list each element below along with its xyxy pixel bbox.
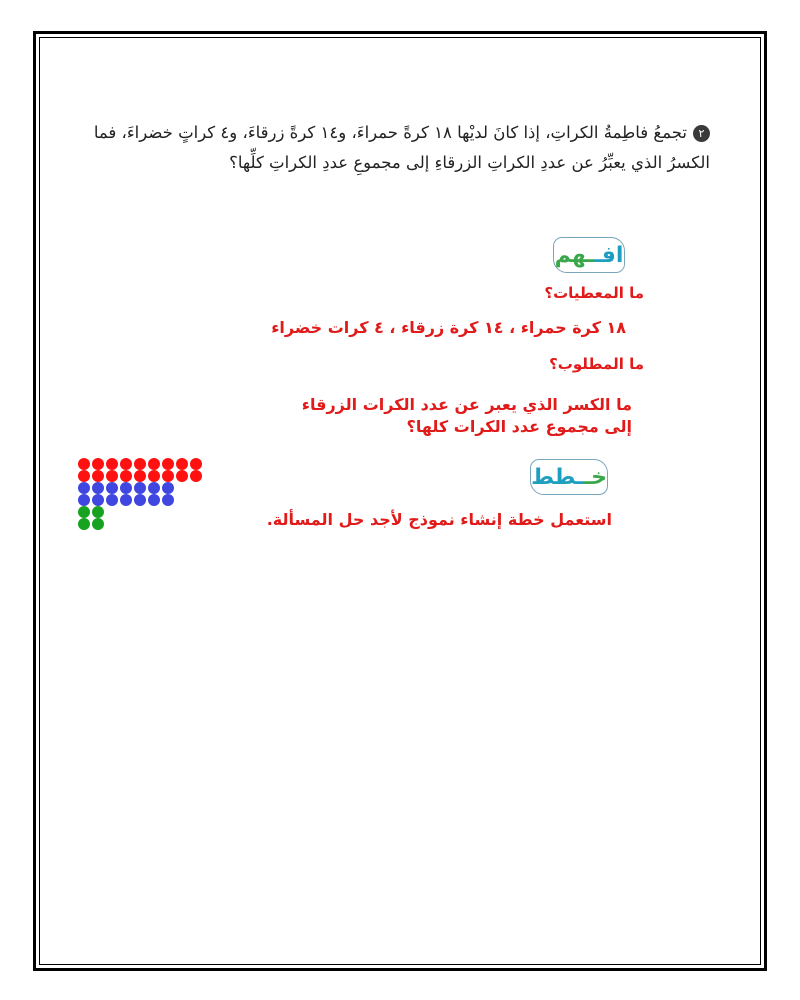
understand-badge [553, 237, 625, 273]
red-ball-row [78, 470, 204, 482]
blue-ball [134, 482, 146, 494]
blue-ball [148, 482, 160, 494]
red-ball [148, 458, 160, 470]
blue-ball [134, 494, 146, 506]
blue-ball [148, 494, 160, 506]
red-ball [106, 470, 118, 482]
question-number: ٢ [693, 125, 710, 142]
blue-ball [106, 482, 118, 494]
red-ball [134, 458, 146, 470]
question-block [70, 118, 710, 178]
blue-ball [162, 494, 174, 506]
red-ball [176, 470, 188, 482]
blue-ball-row [78, 482, 204, 494]
green-ball-row [78, 518, 204, 530]
required-value: ما الكسر الذي يعبر عن عدد الكرات الزرقاء إلى مجموع عدد الكرات كلها؟ [301, 395, 632, 436]
red-ball [106, 458, 118, 470]
red-ball [120, 470, 132, 482]
green-ball-row [78, 506, 204, 518]
blue-ball [120, 482, 132, 494]
blue-ball [106, 494, 118, 506]
blue-ball [92, 482, 104, 494]
blue-ball [92, 494, 104, 506]
required-label: ما المطلوب؟ [549, 355, 644, 373]
red-ball [78, 458, 90, 470]
green-ball [92, 506, 104, 518]
green-ball [78, 506, 90, 518]
red-ball [190, 458, 202, 470]
red-ball [162, 470, 174, 482]
given-label: ما المعطيات؟ [544, 284, 644, 302]
red-ball [92, 458, 104, 470]
plan-badge-part1: خـ [583, 464, 607, 490]
green-ball [78, 518, 90, 530]
given-value: ١٨ كرة حمراء ، ١٤ كرة زرقاء ، ٤ كرات خضراء [271, 318, 626, 337]
red-ball [190, 470, 202, 482]
blue-ball [162, 482, 174, 494]
blue-ball [78, 482, 90, 494]
ball-model [78, 458, 204, 530]
strategy-text: استعمل خطة إنشاء نموذج لأجد حل المسألة. [266, 510, 612, 529]
green-ball [92, 518, 104, 530]
red-ball [162, 458, 174, 470]
red-ball [134, 470, 146, 482]
red-ball [78, 470, 90, 482]
question-text: تجمعُ فاطِمةُ الكراتِ، إذا كانَ لديْها ١٨ كرةً حمراءَ، و١٤ كرةً زرقاءَ، و٤ كراتٍ خضراءَ، فما الكسرُ الذي يعبِّرُ عن عددِ الكراتِ الزرقاءِ إلى مجموعِ عددِ الكراتِ كلِّها؟ [93, 123, 710, 172]
red-ball [176, 458, 188, 470]
red-ball [92, 470, 104, 482]
plan-badge [530, 459, 608, 495]
blue-ball [120, 494, 132, 506]
blue-ball [78, 494, 90, 506]
red-ball [148, 470, 160, 482]
blue-ball-row [78, 494, 204, 506]
red-ball-row [78, 458, 204, 470]
understand-badge-part1: افـ [593, 242, 624, 268]
red-ball [120, 458, 132, 470]
plan-badge-part2: ـطط [531, 464, 584, 490]
understand-badge-part2: ـهم [554, 242, 594, 268]
